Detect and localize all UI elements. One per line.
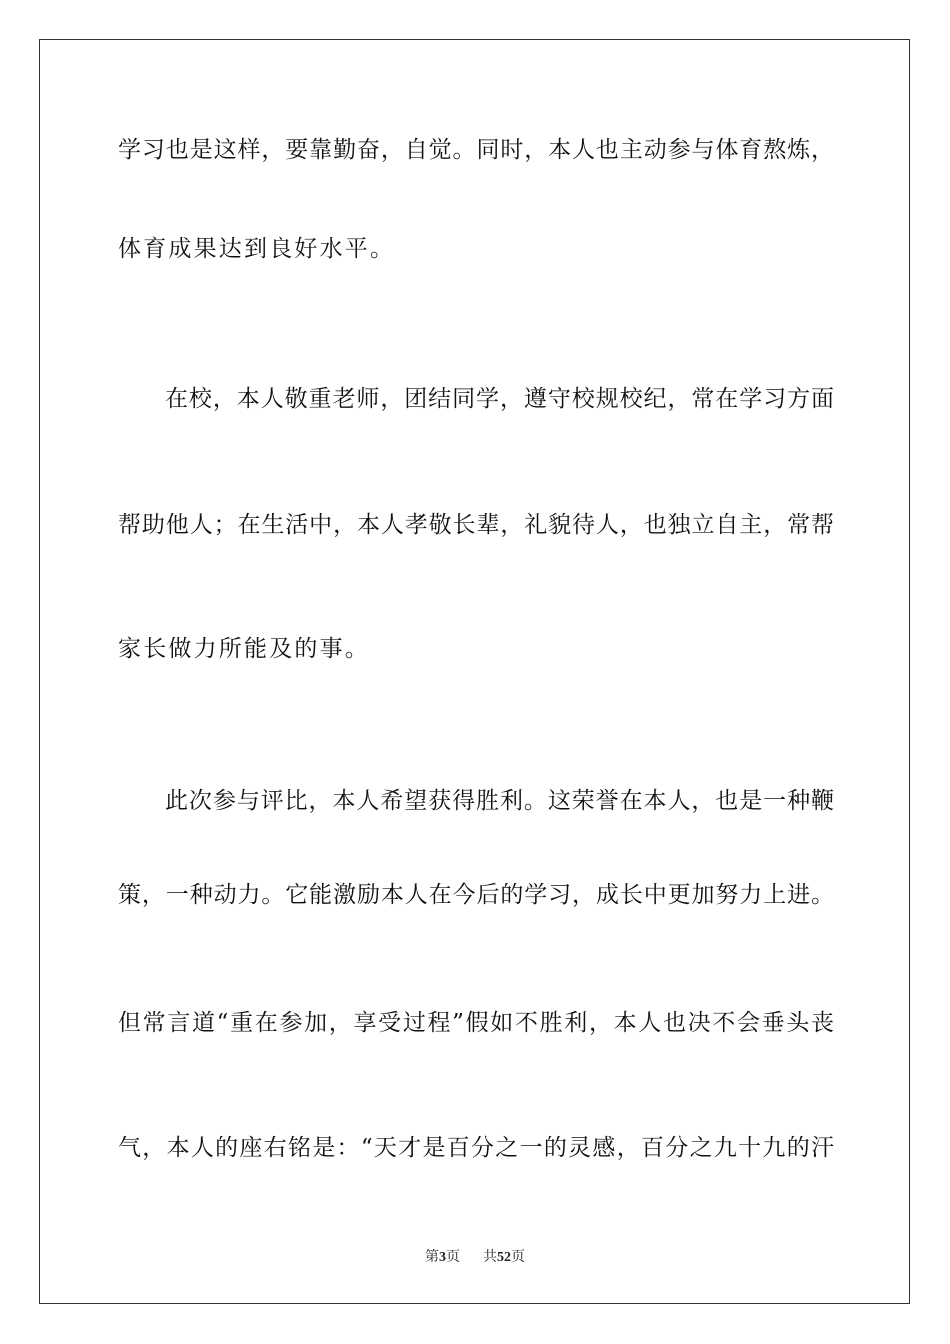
total-pages: 52: [496, 1250, 511, 1265]
text-line-5: 家长做力所能及的事。: [118, 636, 370, 662]
page-footer: [0, 1248, 950, 1267]
total-suffix: 页: [510, 1249, 525, 1265]
text-line-6: 此次参与评比，本人希望获得胜利。这荣誉在本人，也是一种鞭: [165, 788, 834, 814]
text-line-7: 策，一种动力。它能激励本人在今后的学习，成长中更加努力上进。: [118, 882, 834, 908]
page-number: 3: [439, 1250, 447, 1265]
text-line-3: 在校，本人敬重老师，团结同学，遵守校规校纪，常在学习方面: [165, 386, 834, 412]
text-line-8: 但常言道“重在参加，享受过程”假如不胜利，本人也决不会垂头丧: [118, 1010, 834, 1036]
page-suffix: 页: [446, 1249, 461, 1265]
text-line-9: 气，本人的座右铭是：“天才是百分之一的灵感，百分之九十九的汗: [118, 1135, 834, 1161]
page-prefix: 第: [425, 1249, 440, 1265]
text-line-1: 学习也是这样，要靠勤奋，自觉。同时，本人也主动参与体育熬炼，: [118, 137, 834, 163]
text-line-4: 帮助他人；在生活中，本人孝敬长辈，礼貌待人，也独立自主，常帮: [118, 512, 834, 538]
page-border: [39, 39, 910, 1304]
text-line-2: 体育成果达到良好水平。: [118, 236, 396, 262]
total-prefix: 共: [482, 1249, 497, 1265]
